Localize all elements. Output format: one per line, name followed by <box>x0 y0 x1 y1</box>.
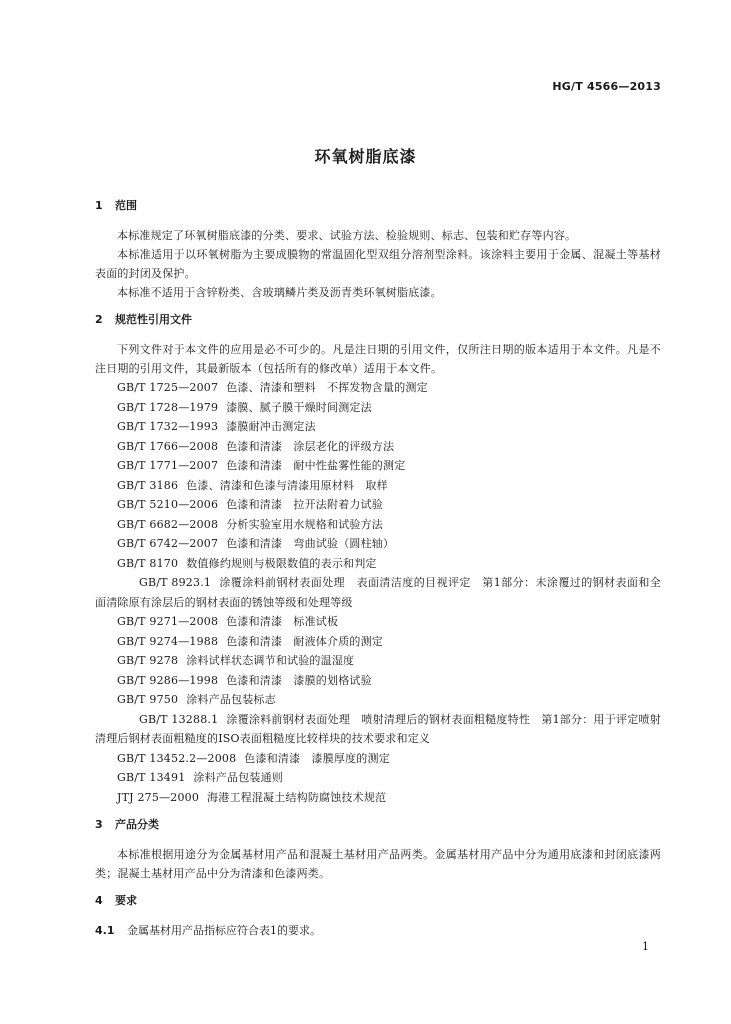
reference-code: GB/T 9271—2008 <box>117 615 219 628</box>
section-number: 3 <box>95 818 103 831</box>
document-title: 环氧树脂底漆 <box>314 147 417 166</box>
section-title: 规范性引用文件 <box>115 313 192 326</box>
reference-item <box>95 476 661 496</box>
reference-code: GB/T 6682—2008 <box>117 517 219 531</box>
reference-title: 漆膜、腻子膜干燥时间测定法 <box>226 400 372 414</box>
page-number: 1 <box>642 940 649 953</box>
section-3-heading <box>95 817 661 833</box>
reference-code: GB/T 1725—2007 <box>117 381 219 394</box>
reference-code: GB/T 1766—2008 <box>117 439 219 453</box>
section-2-heading <box>95 312 661 328</box>
reference-code: GB/T 9286—1998 <box>117 673 219 687</box>
reference-code: GB/T 1771—2007 <box>117 459 219 472</box>
section-number: 4 <box>95 894 103 907</box>
reference-title: 涂料产品包装通则 <box>193 771 284 784</box>
reference-title: 涂料产品包装标志 <box>186 693 276 706</box>
section-title: 要求 <box>115 894 137 907</box>
document-body <box>95 198 661 940</box>
reference-code: GB/T 6742—2007 <box>117 537 219 550</box>
reference-item <box>95 534 661 554</box>
subclause-text: 金属基材用产品指标应符合表1的要求。 <box>127 924 321 937</box>
reference-code: GB/T 9274—1988 <box>117 634 219 648</box>
reference-item <box>95 749 661 769</box>
reference-code: GB/T 8923.1 <box>139 576 212 589</box>
section-title: 范围 <box>115 199 137 212</box>
standard-code: HG/T 4566—2013 <box>552 80 661 93</box>
reference-title: 色漆和清漆 漆膜厚度的测定 <box>244 751 390 765</box>
reference-item <box>95 632 661 652</box>
reference-item <box>95 651 661 671</box>
reference-item <box>95 378 661 398</box>
reference-title: 色漆和清漆 拉开法附着力试验 <box>226 498 384 511</box>
section-number: 2 <box>95 313 103 326</box>
reference-item <box>95 690 661 710</box>
reference-item <box>95 768 661 788</box>
reference-title: 色漆和清漆 标准试板 <box>226 615 339 628</box>
reference-title: 色漆和清漆 漆膜的划格试验 <box>226 673 372 687</box>
reference-item <box>95 515 661 535</box>
reference-code: GB/T 9278 <box>117 654 179 667</box>
reference-item <box>95 573 661 612</box>
reference-code: GB/T 3186 <box>117 478 179 492</box>
reference-title: 涂料试样状态调节和试验的温湿度 <box>186 654 355 667</box>
reference-title: 色漆、清漆和塑料 不挥发物含量的测定 <box>226 381 428 394</box>
reference-item <box>95 456 661 476</box>
paragraph: 本标准规定了环氧树脂底漆的分类、要求、试验方法、检验规则、标志、包装和贮存等内容。 <box>117 229 577 242</box>
reference-title: 色漆和清漆 耐液体介质的测定 <box>226 634 384 648</box>
reference-title: 色漆和清漆 弯曲试验（圆柱轴） <box>226 537 395 550</box>
reference-item <box>95 398 661 418</box>
reference-title: 色漆和清漆 耐中性盐雾性能的测定 <box>226 459 406 472</box>
reference-item <box>95 437 661 457</box>
reference-item <box>95 612 661 632</box>
section-title: 产品分类 <box>115 818 159 831</box>
paragraph: 下列文件对于本文件的应用是必不可少的。凡是注日期的引用文件，仅所注日期的版本适用于本文件。凡是不注日期的引用文件，其最新版本（包括所有的修改单）适用于本文件。 <box>95 343 661 375</box>
reference-code: GB/T 1728—1979 <box>117 400 219 414</box>
reference-code: GB/T 13288.1 <box>139 712 219 726</box>
paragraph: 本标准适用于以环氧树脂为主要成膜物的常温固化型双组分溶剂型涂料。该涂料主要用于金属、混凝土等基材表面的封闭及保护。 <box>95 248 661 280</box>
reference-item <box>95 788 661 808</box>
reference-title: 涂覆涂料前钢材表面处理 喷射清理后的钢材表面粗糙度特性 第1部分：用于评定喷射清理后钢材表面粗糙度的ISO表面粗糙度比较样块的技术要求和定义 <box>95 712 661 745</box>
reference-code: JTJ 275—2000 <box>117 790 200 804</box>
reference-item <box>95 671 661 691</box>
reference-item <box>95 710 661 749</box>
reference-title: 色漆和清漆 涂层老化的评级方法 <box>226 439 395 453</box>
reference-title: 海港工程混凝土结构防腐蚀技术规范 <box>207 790 387 804</box>
reference-title: 数值修约规则与极限数值的表示和判定 <box>186 556 377 570</box>
paragraph: 本标准根据用途分为金属基材用产品和混凝土基材用产品两类。金属基材用产品中分为通用底漆和封闭底漆两类；混凝土基材用产品中分为清漆和色漆两类。 <box>95 848 661 880</box>
reference-list <box>95 378 661 807</box>
reference-title: 分析实验室用水规格和试验方法 <box>226 517 384 531</box>
reference-title: 涂覆涂料前钢材表面处理 表面清洁度的目视评定 第1部分：未涂覆过的钢材表面和全面清除原有涂层后的钢材表面的锈蚀等级和处理等级 <box>95 576 661 609</box>
reference-title: 漆膜耐冲击测定法 <box>226 420 316 433</box>
reference-item <box>95 417 661 437</box>
reference-title: 色漆、清漆和色漆与清漆用原材料 取样 <box>186 478 388 492</box>
section-1-heading <box>95 198 661 214</box>
reference-code: GB/T 1732—1993 <box>117 420 219 433</box>
subclause-4-1 <box>95 921 661 940</box>
section-4-heading <box>95 893 661 909</box>
subclause-number: 4.1 <box>95 924 115 937</box>
reference-item <box>95 495 661 515</box>
reference-code: GB/T 8170 <box>117 556 179 570</box>
reference-code: GB/T 13452.2—2008 <box>117 751 237 765</box>
section-number: 1 <box>95 199 103 212</box>
reference-code: GB/T 9750 <box>117 693 179 706</box>
paragraph: 本标准不适用于含锌粉类、含玻璃鳞片类及沥青类环氧树脂底漆。 <box>117 286 442 299</box>
reference-item <box>95 554 661 574</box>
reference-code: GB/T 13491 <box>117 771 186 784</box>
reference-code: GB/T 5210—2006 <box>117 498 219 511</box>
